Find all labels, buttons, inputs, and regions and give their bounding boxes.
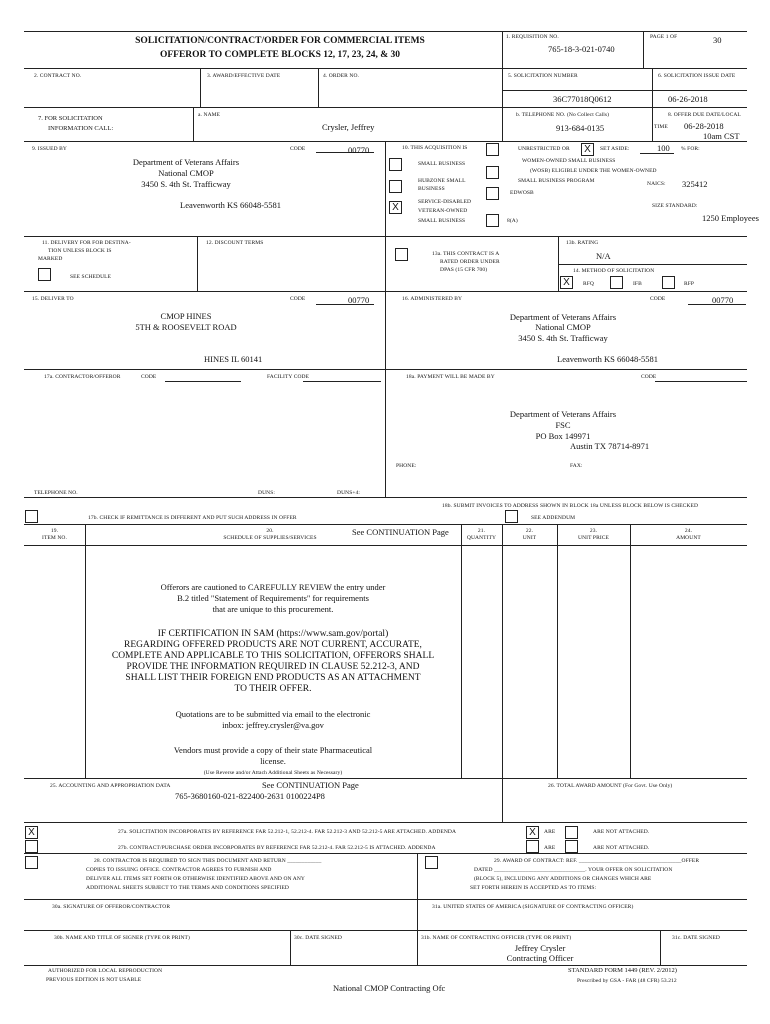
signature-officer-label: 31a. UNITED STATES OF AMERICA (SIGNATURE OF CONTRACTING OFFICER): [432, 904, 634, 910]
accounting-value: 765-3680160-021-822400-2631 0100224P8: [175, 791, 325, 801]
row27a-are-checkbox[interactable]: X: [526, 826, 539, 839]
total-award-label: 26. TOTAL AWARD AMOUNT (For Govt. Use Only): [548, 783, 673, 789]
edwosb-label: EDWOSB: [510, 190, 534, 196]
small-business-label: SMALL BUSINESS: [418, 161, 466, 167]
row28-line2: COPIES TO ISSUING OFFICE. CONTRACTOR AGREES TO FURNISH AND: [86, 867, 272, 873]
row27a-text: 27a. SOLICITATION INCORPORATES BY REFERENCE FAR 52.212-1, 52.212-4. FAR 52.212-3 AND 52.212-5 ARE ATTACHED. ADDENDA: [118, 829, 457, 835]
schedule-line: Vendors must provide a copy of their state Pharmaceutical: [173, 745, 373, 755]
acquisition-label: 10. THIS ACQUISITION IS: [402, 145, 468, 151]
delivery-fob-line2: TION UNLESS BLOCK IS: [48, 248, 112, 254]
deliver-to-label: 15. DELIVER TO: [32, 296, 74, 302]
requisition-label: 1. REQUISITION NO.: [506, 34, 559, 40]
row29-line1: 29. AWARD OF CONTRACT: REF. ____________________________________OFFER: [494, 858, 700, 864]
form-title-line2: OFFEROR TO COMPLETE BLOCKS 12, 17, 23, 24, & 30: [159, 50, 401, 60]
delivery-fob-line1: 11. DELIVERY FOR FOB DESTINA-: [42, 240, 131, 246]
administered-by-line2: National CMOP: [535, 322, 591, 332]
solicitation-number: 36C77018Q0612: [553, 94, 612, 104]
rated-order-line2: RATED ORDER UNDER: [440, 259, 500, 265]
see-schedule-label: SEE SCHEDULE: [70, 274, 112, 280]
schedule-line: SHALL LIST THEIR FOREIGN END PRODUCTS AS AN ATTACHMENT: [125, 673, 421, 683]
sdvosb-checkbox[interactable]: X: [389, 201, 402, 214]
offer-due-date: 06-28-2018: [684, 121, 724, 131]
administered-by-code-label: CODE: [650, 296, 666, 302]
payment-label: 18a. PAYMENT WILL BE MADE BY: [406, 374, 495, 380]
schedule-paragraph-para4: [85, 745, 461, 767]
offeror-date-signed-label: 30c. DATE SIGNED: [294, 935, 342, 941]
schedule-line: inbox: jeffrey.crysler@va.gov: [222, 720, 324, 730]
signature-offeror-label: 30a. SIGNATURE OF OFFEROR/CONTRACTOR: [52, 904, 171, 910]
deliver-to-line3: HINES IL 60141: [204, 354, 263, 364]
row27b-checkbox[interactable]: [25, 840, 38, 853]
info-call-label-2: INFORMATION CALL:: [48, 125, 114, 132]
col-unit-num: 22.: [525, 528, 534, 534]
col-amount-num: 24.: [684, 528, 693, 534]
row28-line4: ADDITIONAL SHEETS SUBJECT TO THE TERMS AND CONDITIONS SPECIFIED: [86, 885, 289, 891]
sdvosb-line2: VETERAN-OWNED: [418, 208, 468, 214]
contractor-label: 17a. CONTRACTOR/OFFEROR: [44, 374, 121, 380]
schedule-body: [85, 582, 461, 767]
col-unit-price-num: 23.: [589, 528, 598, 534]
schedule-paragraph-para1: [85, 582, 461, 615]
schedule-paragraph-para2: [85, 629, 461, 695]
col-quantity: QUANTITY: [466, 535, 497, 541]
schedule-line: Offerors are cautioned to CAREFULLY REVIEW the entry under: [160, 582, 386, 592]
hubzone-line1: HUBZONE SMALL: [418, 178, 466, 184]
row27a-are-not-label: ARE NOT ATTACHED.: [593, 829, 650, 835]
naics-code: 325412: [682, 179, 708, 189]
issued-by-label: 9. ISSUED BY: [32, 146, 67, 152]
acquisition-checkbox-a[interactable]: [486, 143, 499, 156]
schedule-line: TO THEIR OFFER.: [234, 684, 312, 694]
issued-by-code: 00770: [348, 145, 370, 155]
administered-by-code: 00770: [712, 295, 734, 305]
row28-checkbox[interactable]: [25, 856, 38, 869]
offer-due-time: 10am CST: [703, 131, 740, 141]
row27b-are-not-label: ARE NOT ATTACHED.: [593, 845, 650, 851]
remittance-checkbox[interactable]: [25, 510, 38, 523]
see-schedule-checkbox[interactable]: [38, 268, 51, 281]
col-item-no-num: 19.: [50, 528, 59, 534]
award-date-label: 3. AWARD/EFFECTIVE DATE: [207, 73, 281, 79]
row27b-are-checkbox[interactable]: [526, 840, 539, 853]
payment-line4: Austin TX 78714-8971: [570, 441, 650, 451]
rating-label: 13b. RATING: [566, 240, 599, 246]
footer-office: National CMOP Contracting Ofc: [333, 983, 446, 993]
telephone-label: b. TELEPHONE NO. (No Collect Calls): [516, 112, 610, 118]
officer-name-label: 31b. NAME OF CONTRACTING OFFICER (TYPE OR PRINT): [421, 935, 572, 941]
remittance-label: 17b. CHECK IF REMITTANCE IS DIFFERENT AND PUT SUCH ADDRESS IN OFFER: [88, 515, 297, 521]
page-total: 30: [713, 35, 722, 45]
issued-by-line3: 3450 S. 4th St. Trafficway: [141, 179, 231, 189]
form-title-line1: SOLICITATION/CONTRACT/ORDER FOR COMMERCIAL ITEMS: [135, 36, 425, 46]
name-label: a. NAME: [198, 112, 221, 118]
row27a-checkbox[interactable]: X: [25, 826, 38, 839]
row27b-are-label: ARE: [544, 845, 556, 851]
issue-date-label: 6. SOLICITATION ISSUE DATE: [658, 73, 736, 79]
officer-name: Jeffrey Crysler: [514, 943, 566, 953]
payment-fax-label: FAX:: [570, 463, 583, 469]
wosb-line1: WOMEN-OWNED SMALL BUSINESS: [522, 158, 616, 164]
sdvosb-line1: SERVICE-DISABLED: [418, 199, 472, 205]
row27b-are-not-checkbox[interactable]: [565, 840, 578, 853]
row29-line3: (BLOCK 5), INCLUDING ANY ADDITIONS OR CHANGES WHICH ARE: [474, 876, 652, 882]
hubzone-checkbox[interactable]: [389, 180, 402, 193]
page-label: PAGE 1 OF: [650, 34, 678, 40]
row27a-are-label: ARE: [544, 829, 556, 835]
payment-line3: PO Box 149971: [535, 431, 591, 441]
duns4-label: DUNS+4:: [337, 490, 361, 496]
submit-invoices-label: 18b. SUBMIT INVOICES TO ADDRESS SHOWN IN BLOCK 18a UNLESS BLOCK BELOW IS CHECKED: [442, 503, 699, 509]
hubzone-line2: BUSINESS: [418, 186, 445, 192]
telephone-no-label: TELEPHONE NO.: [34, 490, 78, 496]
reverse-note: (Use Reverse and/or Attach Additional Sheets as Necessary): [203, 770, 343, 776]
col-schedule: SCHEDULE OF SUPPLIES/SERVICES: [223, 535, 317, 541]
row29-line4: SET FORTH HEREIN IS ACCEPTED AS TO ITEMS:: [470, 885, 597, 891]
issued-by-code-label: CODE: [290, 146, 306, 152]
solicitation-number-label: 5. SOLICITATION NUMBER: [508, 73, 578, 79]
administered-by-line3: 3450 S. 4th St. Trafficway: [518, 333, 608, 343]
wosb-checkbox[interactable]: [486, 166, 499, 179]
unrestricted-checkbox[interactable]: X: [581, 143, 594, 156]
payment-phone-label: PHONE:: [396, 463, 417, 469]
col-item-no: ITEM NO.: [42, 535, 67, 541]
administered-by-line4: Leavenworth KS 66048-5581: [557, 354, 659, 364]
method-label: 14. METHOD OF SOLICITATION: [573, 268, 655, 274]
unrestricted-label: UNRESTRICTED OR: [518, 146, 570, 152]
duns-label: DUNS:: [258, 490, 276, 496]
deliver-to-code: 00770: [348, 295, 370, 305]
schedule-line: REGARDING OFFERED PRODUCTS ARE NOT CURRENT, ACCURATE,: [124, 640, 422, 650]
row28-line3: DELIVER ALL ITEMS SET FORTH OR OTHERWISE IDENTIFIED ABOVE AND ON ANY: [86, 876, 305, 882]
row27b-text: 27b. CONTRACT/PURCHASE ORDER INCORPORATES BY REFERENCE FAR 52.212-4. FAR 52.212-5 IS ATTACHED. ADDENDA: [118, 845, 436, 851]
officer-title: Contracting Officer: [506, 953, 574, 963]
footer-authorized: AUTHORIZED FOR LOCAL REPRODUCTION: [48, 968, 163, 974]
contract-no-label: 2. CONTRACT NO.: [34, 73, 82, 79]
signer-name-label: 30b. NAME AND TITLE OF SIGNER (TYPE OR PRINT): [54, 935, 190, 941]
rfq-checkbox[interactable]: X: [560, 276, 573, 289]
size-standard-value: 1250 Employees: [702, 213, 759, 223]
telephone-number: 913-684-0135: [556, 123, 605, 133]
rating-value: N/A: [596, 251, 611, 261]
footer-previous-edition: PREVIOUS EDITION IS NOT USABLE: [46, 977, 142, 983]
administered-by-label: 16. ADMINISTERED BY: [402, 296, 463, 302]
row28-line1: 28. CONTRACTOR IS REQUIRED TO SIGN THIS DOCUMENT AND RETURN ____________: [94, 858, 322, 864]
rfp-checkbox[interactable]: [662, 276, 675, 289]
row29-checkbox[interactable]: [425, 856, 438, 869]
col-unit: UNIT: [522, 535, 537, 541]
delivery-fob-line3: MARKED: [38, 256, 63, 262]
eight-a-label: 8(A): [507, 218, 518, 224]
col-amount: AMOUNT: [676, 535, 701, 541]
set-aside-label: SET ASIDE:: [600, 146, 630, 152]
deliver-to-code-label: CODE: [290, 296, 306, 302]
schedule-line: that are unique to this procurement.: [212, 604, 334, 614]
ifb-label: IFB: [633, 281, 642, 287]
eight-a-checkbox[interactable]: [486, 214, 499, 227]
officer-date-signed-label: 31c. DATE SIGNED: [672, 935, 720, 941]
discount-terms-label: 12. DISCOUNT TERMS: [206, 240, 264, 246]
schedule-see-continuation: See CONTINUATION Page: [352, 527, 449, 537]
order-no-label: 4. ORDER NO.: [323, 73, 360, 79]
accounting-see-continuation: See CONTINUATION Page: [262, 780, 359, 790]
time-label: TIME: [654, 124, 668, 130]
requisition-number: 765-18-3-021-0740: [548, 44, 615, 54]
small-business-checkbox[interactable]: [389, 158, 402, 171]
issued-by-line2: National CMOP: [158, 168, 214, 178]
rfq-label: RFQ: [583, 281, 594, 287]
set-aside-percent: 100: [657, 143, 670, 153]
rfp-label: RFP: [684, 281, 695, 287]
schedule-line: COMPLETE AND APPLICABLE TO THIS SOLICITATION, OFFERORS SHALL: [111, 651, 435, 661]
naics-label: NAICS:: [647, 181, 666, 187]
see-addendum-checkbox[interactable]: [505, 510, 518, 523]
schedule-paragraph-para3: [85, 709, 461, 731]
col-schedule-num: 20.: [266, 528, 274, 534]
offer-due-label: 8. OFFER DUE DATE/LOCAL: [668, 112, 741, 118]
schedule-line: license.: [260, 756, 286, 766]
schedule-line: B.2 titled "Statement of Requirements" for requirements: [177, 593, 369, 603]
contact-name: Crysler, Jeffrey: [322, 122, 375, 132]
payment-line1: Department of Veterans Affairs: [509, 409, 617, 419]
footer-prescribed: Prescribed by GSA - FAR (48 CFR) 53.212: [577, 978, 677, 984]
footer-form-number: STANDARD FORM 1449 (REV. 2/2012): [568, 967, 677, 974]
schedule-line: Quotations are to be submitted via email to the electronic: [175, 709, 371, 719]
administered-by-line1: Department of Veterans Affairs: [509, 312, 617, 322]
sdvosb-line3: SMALL BUSINESS: [418, 218, 466, 224]
rated-order-line3: DPAS (15 CFR 700): [440, 267, 488, 273]
col-quantity-num: 21.: [477, 528, 486, 534]
deliver-to-line2: 5TH & ROOSEVELT ROAD: [135, 322, 237, 332]
row27a-are-not-checkbox[interactable]: [565, 826, 578, 839]
payment-line2: FSC: [555, 420, 571, 430]
issued-by-line4: Leavenworth KS 66048-5581: [180, 200, 282, 210]
see-addendum-label: SEE ADDENDUM: [531, 515, 576, 521]
issue-date: 06-26-2018: [668, 94, 708, 104]
wosb-line2: (WOSB) ELIGIBLE UNDER THE WOMEN-OWNED: [530, 168, 657, 174]
row29-line2: DATED ________________________________. YOUR OFFER ON SOLICITATION: [474, 867, 673, 873]
wosb-line3: SMALL BUSINESS PROGRAM: [518, 178, 595, 184]
rated-order-line1: 13a. THIS CONTRACT IS A: [432, 251, 500, 257]
col-unit-price: UNIT PRICE: [578, 535, 609, 541]
schedule-line: PROVIDE THE INFORMATION REQUIRED IN CLAUSE 52.212-3, AND: [126, 662, 420, 672]
rated-order-checkbox[interactable]: [395, 248, 408, 261]
issued-by-line1: Department of Veterans Affairs: [132, 157, 240, 167]
deliver-to-line1: CMOP HINES: [160, 311, 212, 321]
payment-code-label: CODE: [641, 374, 657, 380]
set-aside-for-label: % FOR:: [681, 146, 700, 152]
ifb-checkbox[interactable]: [610, 276, 623, 289]
contractor-code-label: CODE: [141, 374, 157, 380]
size-standard-label: SIZE STANDARD:: [652, 203, 698, 209]
info-call-label-1: 7. FOR SOLICITATION: [38, 115, 103, 122]
facility-code-label: FACILITY CODE: [267, 374, 310, 380]
edwosb-checkbox[interactable]: [486, 187, 499, 200]
schedule-line: IF CERTIFICATION IN SAM (https://www.sam.gov/portal): [157, 629, 389, 639]
accounting-label: 25. ACCOUNTING AND APPROPRIATION DATA: [50, 783, 171, 789]
